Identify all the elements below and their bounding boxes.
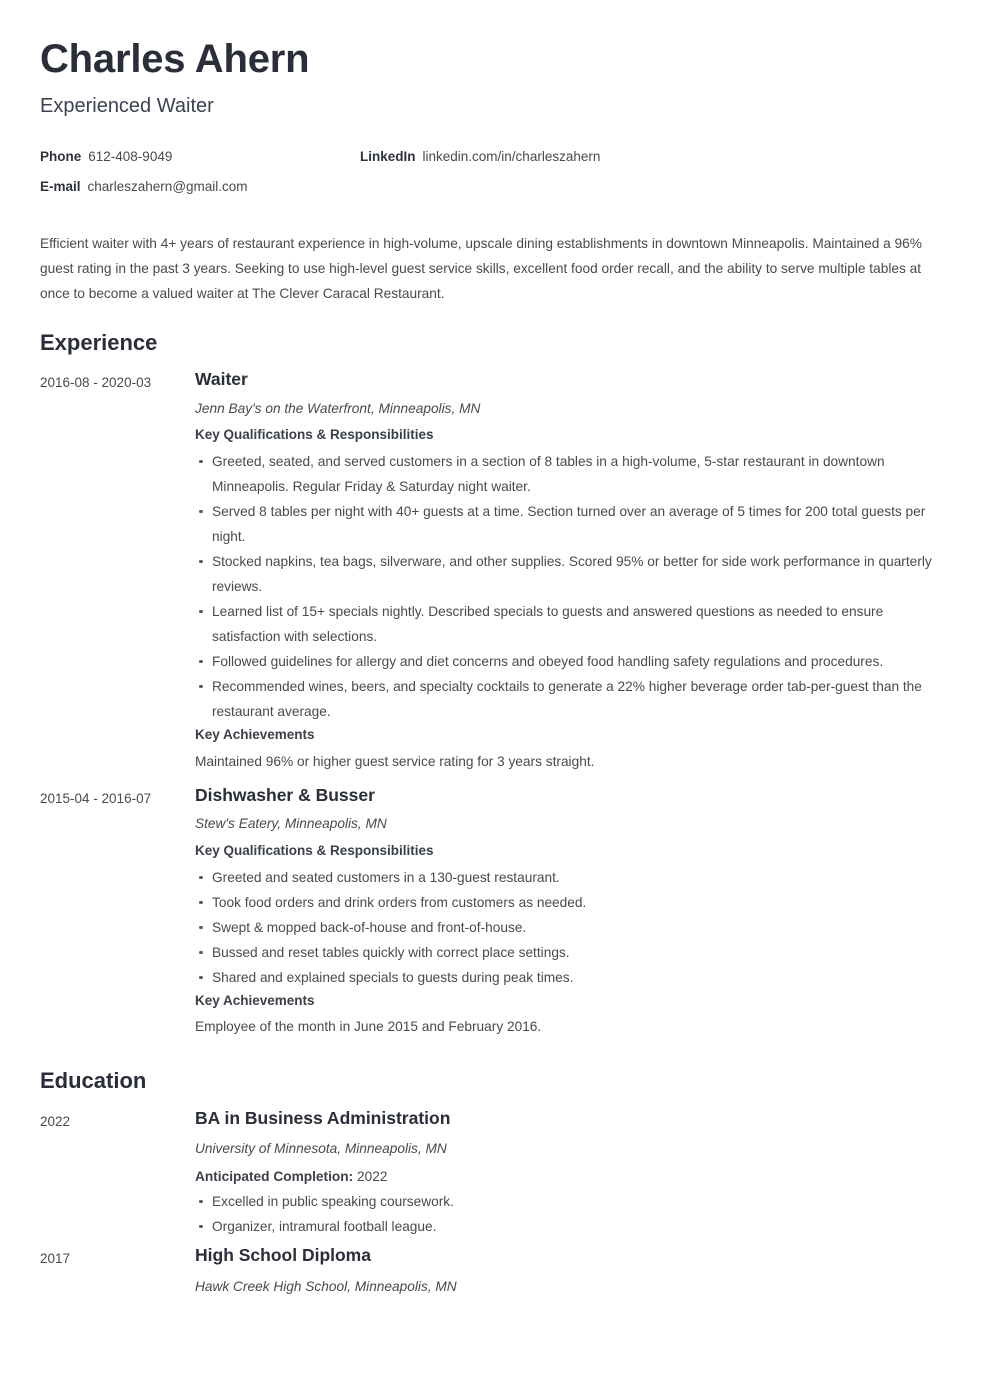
- list-item: Excelled in public speaking coursework.: [195, 1189, 950, 1214]
- contact-phone: [40, 147, 360, 167]
- experience-bullet-list: [195, 865, 950, 990]
- experience-job-title: Waiter: [195, 368, 248, 389]
- contact-phone-label: Phone: [40, 149, 82, 164]
- contact-linkedin[interactable]: [360, 147, 760, 167]
- list-item: Served 8 tables per night with 40+ guests at a time. Section turned over an average of 5 times for 200 total guests per night.: [195, 499, 950, 549]
- professional-summary: Efficient waiter with 4+ years of restaurant experience in high-volume, upscale dining establishments in downtown Minneapolis. Maintained a 96% guest rating in the past 3 years. Seeking to use high-level guest service skills, excellent food order recall, and the ability to serve multiple tables at once to become a valued waiter at The Clever Caracal Restaurant.: [40, 235, 922, 301]
- list-item: Greeted, seated, and served customers in a section of 8 tables in a high-volume, 5-star restaurant in downtown Minneapolis. Regular Friday & Saturday night waiter.: [195, 449, 950, 499]
- candidate-job-title: Experienced Waiter: [40, 95, 214, 117]
- list-item: Organizer, intramural football league.: [195, 1214, 950, 1239]
- experience-achievements-text: Employee of the month in June 2015 and February 2016.: [195, 1019, 542, 1035]
- list-item: Followed guidelines for allergy and diet concerns and obeyed food handling safety regulations and procedures.: [195, 649, 950, 674]
- education-completion-label: Anticipated Completion:: [195, 1168, 354, 1184]
- resume-header: [40, 38, 950, 198]
- experience-entry-date: 2016-08 - 2020-03: [40, 374, 152, 390]
- contact-details: [40, 147, 950, 198]
- education-entry: [40, 1108, 950, 1239]
- experience-section-title: Experience: [40, 329, 158, 355]
- education-entry: [40, 1245, 950, 1301]
- contact-row: [40, 177, 950, 197]
- experience-organization: Jenn Bay's on the Waterfront, Minneapolis, MN: [195, 400, 481, 416]
- education-school: Hawk Creek High School, Minneapolis, MN: [195, 1278, 457, 1294]
- contact-row: [40, 147, 950, 167]
- experience-achievements-label: Key Achievements: [195, 726, 315, 742]
- contact-phone-value: 612-408-9049: [88, 149, 173, 164]
- contact-email-label: E-mail: [40, 179, 81, 195]
- education-completion-value: 2022: [356, 1168, 388, 1184]
- experience-job-title: Dishwasher & Busser: [195, 784, 375, 805]
- education-completion: [195, 1164, 950, 1189]
- education-degree: High School Diploma: [195, 1244, 371, 1265]
- list-item: Bussed and reset tables quickly with correct place settings.: [195, 940, 950, 965]
- education-section-title: Education: [40, 1068, 147, 1094]
- experience-entry-body: [195, 785, 950, 1040]
- list-item: Stocked napkins, tea bags, silverware, and other supplies. Scored 95% or better for side work performance in quarterly reviews.: [195, 549, 950, 599]
- list-item: Learned list of 15+ specials nightly. Described specials to guests and answered questions as needed to ensure satisfaction with selections.: [195, 599, 950, 649]
- contact-email-value[interactable]: charleszahern@gmail.com: [87, 179, 248, 195]
- candidate-name: Charles Ahern: [40, 37, 310, 81]
- list-item: Swept & mopped back-of-house and front-of-house.: [195, 915, 950, 940]
- experience-entry: [40, 785, 950, 1040]
- experience-achievements-text: Maintained 96% or higher guest service rating for 3 years straight.: [195, 753, 595, 769]
- education-degree: BA in Business Administration: [195, 1107, 451, 1128]
- education-bullet-list: [195, 1189, 950, 1239]
- experience-qualifications-label: Key Qualifications & Responsibilities: [195, 427, 434, 443]
- contact-linkedin-value[interactable]: linkedin.com/in/charleszahern: [422, 149, 601, 164]
- education-entry-body: [195, 1108, 950, 1239]
- education-section: [40, 1068, 950, 1301]
- list-item: Took food orders and drink orders from customers as needed.: [195, 890, 950, 915]
- education-school: University of Minnesota, Minneapolis, MN: [195, 1141, 447, 1157]
- experience-organization: Stew's Eatery, Minneapolis, MN: [195, 816, 387, 832]
- list-item: Shared and explained specials to guests during peak times.: [195, 965, 950, 990]
- education-entry-date: 2017: [40, 1250, 71, 1266]
- education-entry-body: [195, 1245, 950, 1301]
- contact-linkedin-label: LinkedIn: [360, 149, 416, 164]
- list-item: Recommended wines, beers, and specialty cocktails to generate a 22% higher beverage order tab-per-guest than the restaurant average.: [195, 674, 950, 724]
- list-item: Greeted and seated customers in a 130-guest restaurant.: [195, 865, 950, 890]
- experience-qualifications-label: Key Qualifications & Responsibilities: [195, 842, 434, 858]
- experience-section: [40, 330, 950, 1040]
- experience-bullet-list: [195, 449, 950, 724]
- experience-achievements-label: Key Achievements: [195, 992, 315, 1008]
- education-entry-date: 2022: [40, 1113, 71, 1129]
- contact-email[interactable]: [40, 177, 360, 197]
- experience-entry-date: 2015-04 - 2016-07: [40, 790, 152, 806]
- experience-entry-body: [195, 369, 950, 774]
- experience-entry: [40, 369, 950, 774]
